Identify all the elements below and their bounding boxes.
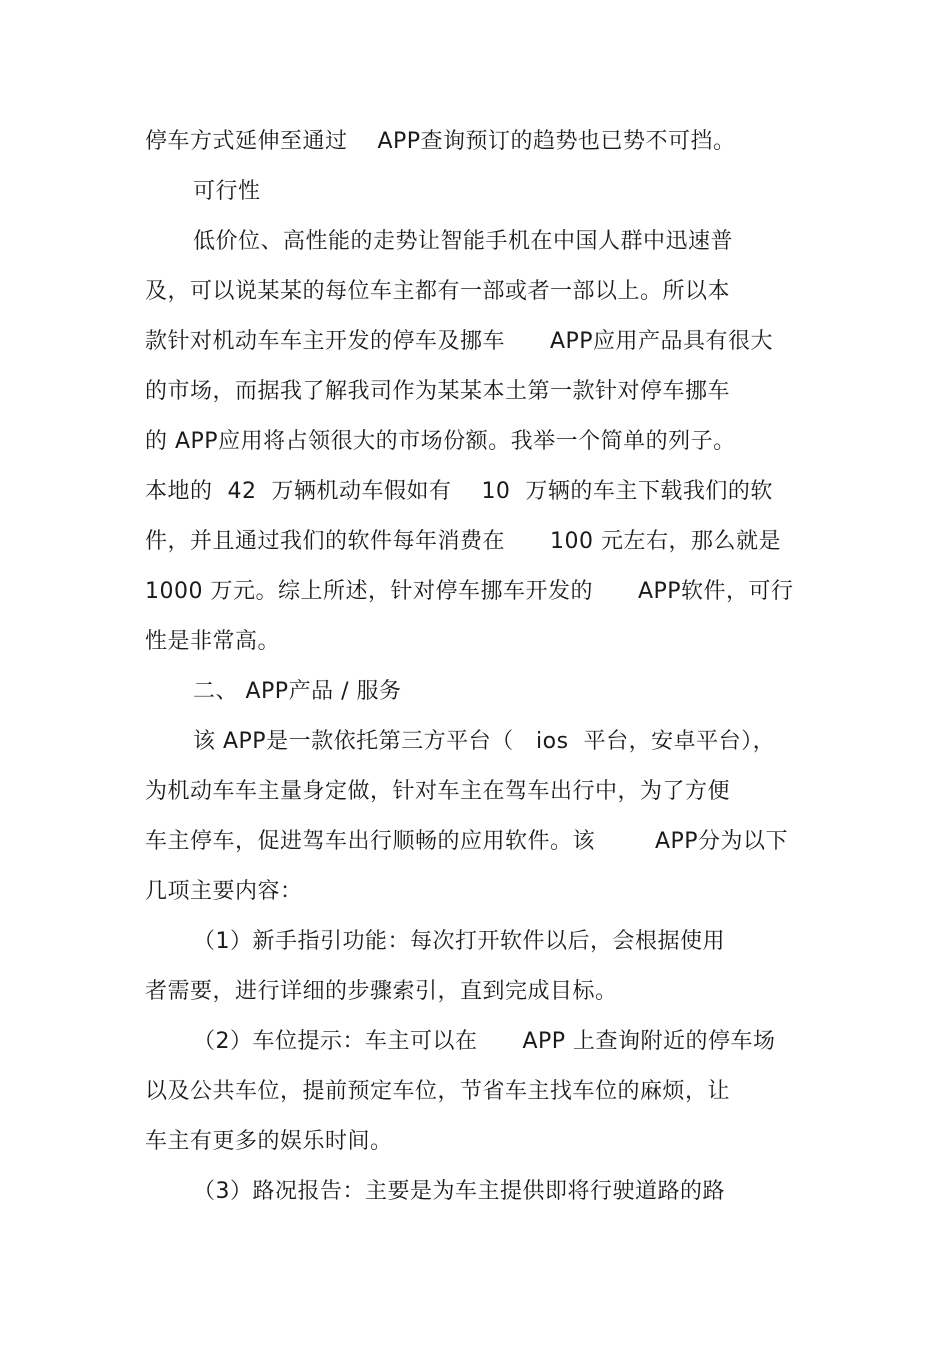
list-item-1-line-2: 者需要，进行详细的步骤索引，直到完成目标。 — [145, 979, 618, 1004]
list-item-1-line-1: （1）新手指引功能：每次打开软件以后，会根据使用 — [193, 929, 725, 954]
paragraph-line-13: 该 APP是一款依托第三方平台（ ios 平台，安卓平台）， — [193, 729, 776, 754]
paragraph-line-5: 款针对机动车车主开发的停车及挪车 APP应用产品具有很大 — [145, 329, 774, 354]
paragraph-line-10: 1000 万元。综上所述，针对停车挪车开发的 APP软件，可行 — [145, 579, 794, 604]
list-item-3-line-1: （3）路况报告：主要是为车主提供即将行驶道路的路 — [193, 1179, 725, 1204]
paragraph-line-9: 件，并且通过我们的软件每年消费在 100 元左右，那么就是 — [145, 529, 781, 554]
paragraph-line-4: 及，可以说某某的每位车主都有一部或者一部以上。所以本 — [145, 279, 731, 304]
section-heading-app-product: 二、 APP产品 / 服务 — [193, 679, 402, 704]
paragraph-line-14: 为机动车车主量身定做，针对车主在驾车出行中，为了方便 — [145, 779, 731, 804]
paragraph-line-8: 本地的 42 万辆机动车假如有 10 万辆的车主下载我们的软 — [145, 479, 773, 504]
paragraph-line-3: 低价位、高性能的走势让智能手机在中国人群中迅速普 — [193, 229, 734, 254]
list-item-2-line-2: 以及公共车位，提前预定车位，节省车主找车位的麻烦，让 — [145, 1079, 731, 1104]
paragraph-line-1: 停车方式延伸至通过 APP查询预订的趋势也已势不可挡。 — [145, 129, 736, 154]
paragraph-line-7: 的 APP应用将占领很大的市场份额。我举一个简单的列子。 — [145, 429, 736, 454]
list-item-2-line-1: （2）车位提示：车主可以在 APP 上查询附近的停车场 — [193, 1029, 776, 1054]
section-heading-feasibility: 可行性 — [193, 179, 261, 204]
paragraph-line-15: 车主停车，促进驾车出行顺畅的应用软件。该 APP分为以下 — [145, 829, 789, 854]
list-item-2-line-3: 车主有更多的娱乐时间。 — [145, 1129, 393, 1154]
paragraph-line-11: 性是非常高。 — [145, 629, 281, 654]
paragraph-line-6: 的市场，而据我了解我司作为某某本土第一款针对停车挪车 — [145, 379, 731, 404]
paragraph-line-16: 几项主要内容： — [145, 879, 303, 904]
